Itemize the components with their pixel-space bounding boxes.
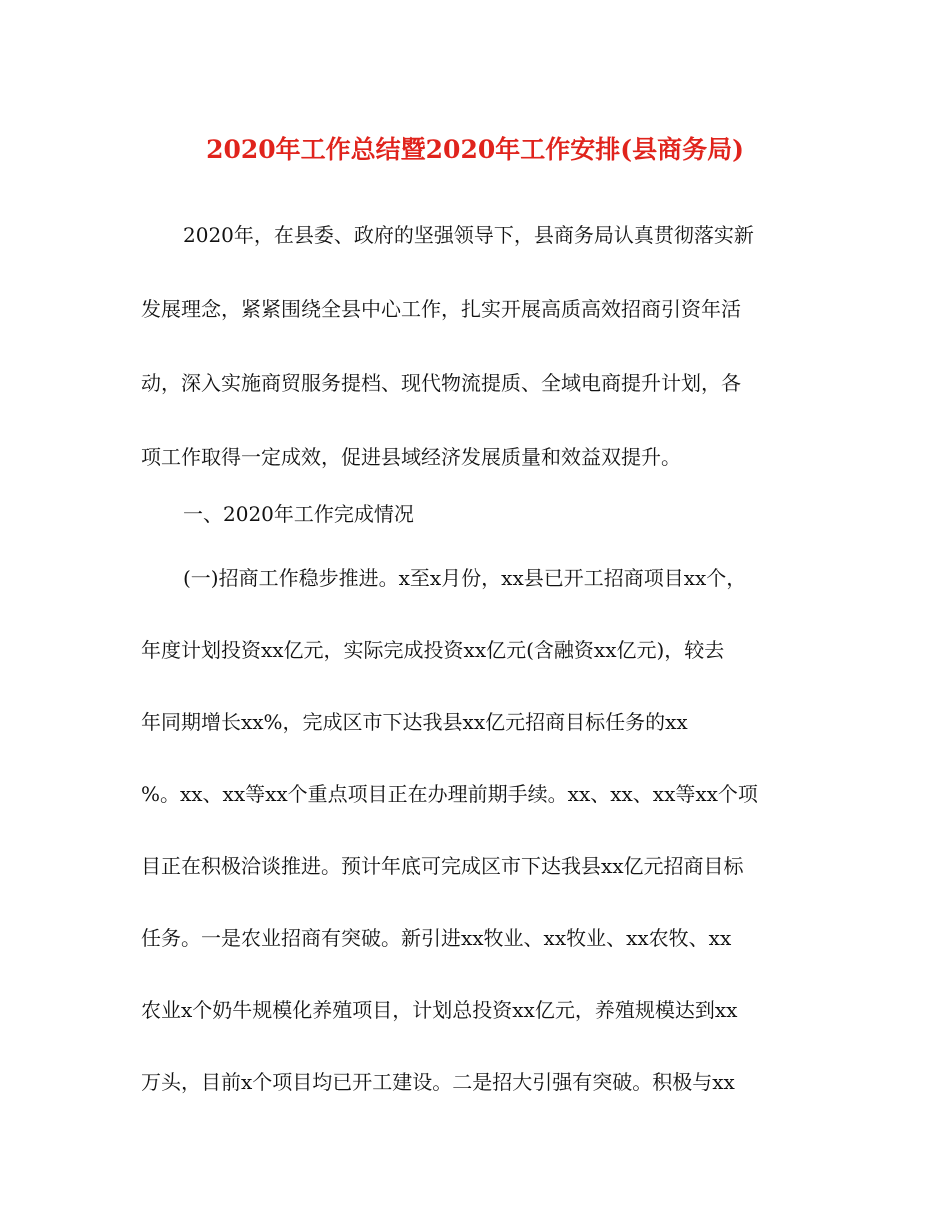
paragraph-line: 项工作取得一定成效，促进县域经济发展质量和效益双提升。 xyxy=(141,445,681,469)
paragraph-line: 2020年，在县委、政府的坚强领导下，县商务局认真贯彻落实新 xyxy=(183,223,754,247)
paragraph-line: 动，深入实施商贸服务提档、现代物流提质、全域电商提升计划，各 xyxy=(141,371,741,395)
paragraph-line: 年度计划投资xx亿元，实际完成投资xx亿元(含融资xx亿元)，较去 xyxy=(141,638,725,662)
paragraph-line: 年同期增长xx%，完成区市下达我县xx亿元招商目标任务的xx xyxy=(141,710,688,734)
paragraph-line: 万头，目前x个项目均已开工建设。二是招大引强有突破。积极与xx xyxy=(141,1070,735,1094)
paragraph-line: (一)招商工作稳步推进。x至x月份，xx县已开工招商项目xx个， xyxy=(183,566,747,590)
paragraph-line: 农业x个奶牛规模化养殖项目，计划总投资xx亿元，养殖规模达到xx xyxy=(141,998,738,1022)
paragraph-line: 任务。一是农业招商有突破。新引进xx牧业、xx牧业、xx农牧、xx xyxy=(141,926,732,950)
section-heading: 一、2020年工作完成情况 xyxy=(183,502,414,526)
paragraph-line: 发展理念，紧紧围绕全县中心工作，扎实开展高质高效招商引资年活 xyxy=(141,297,741,321)
paragraph-line: 目正在积极洽谈推进。预计年底可完成区市下达我县xx亿元招商目标 xyxy=(141,854,744,878)
paragraph-line: %。xx、xx等xx个重点项目正在办理前期手续。xx、xx、xx等xx个项 xyxy=(141,782,758,806)
document-title: 2020年工作总结暨2020年工作安排(县商务局) xyxy=(206,135,744,164)
